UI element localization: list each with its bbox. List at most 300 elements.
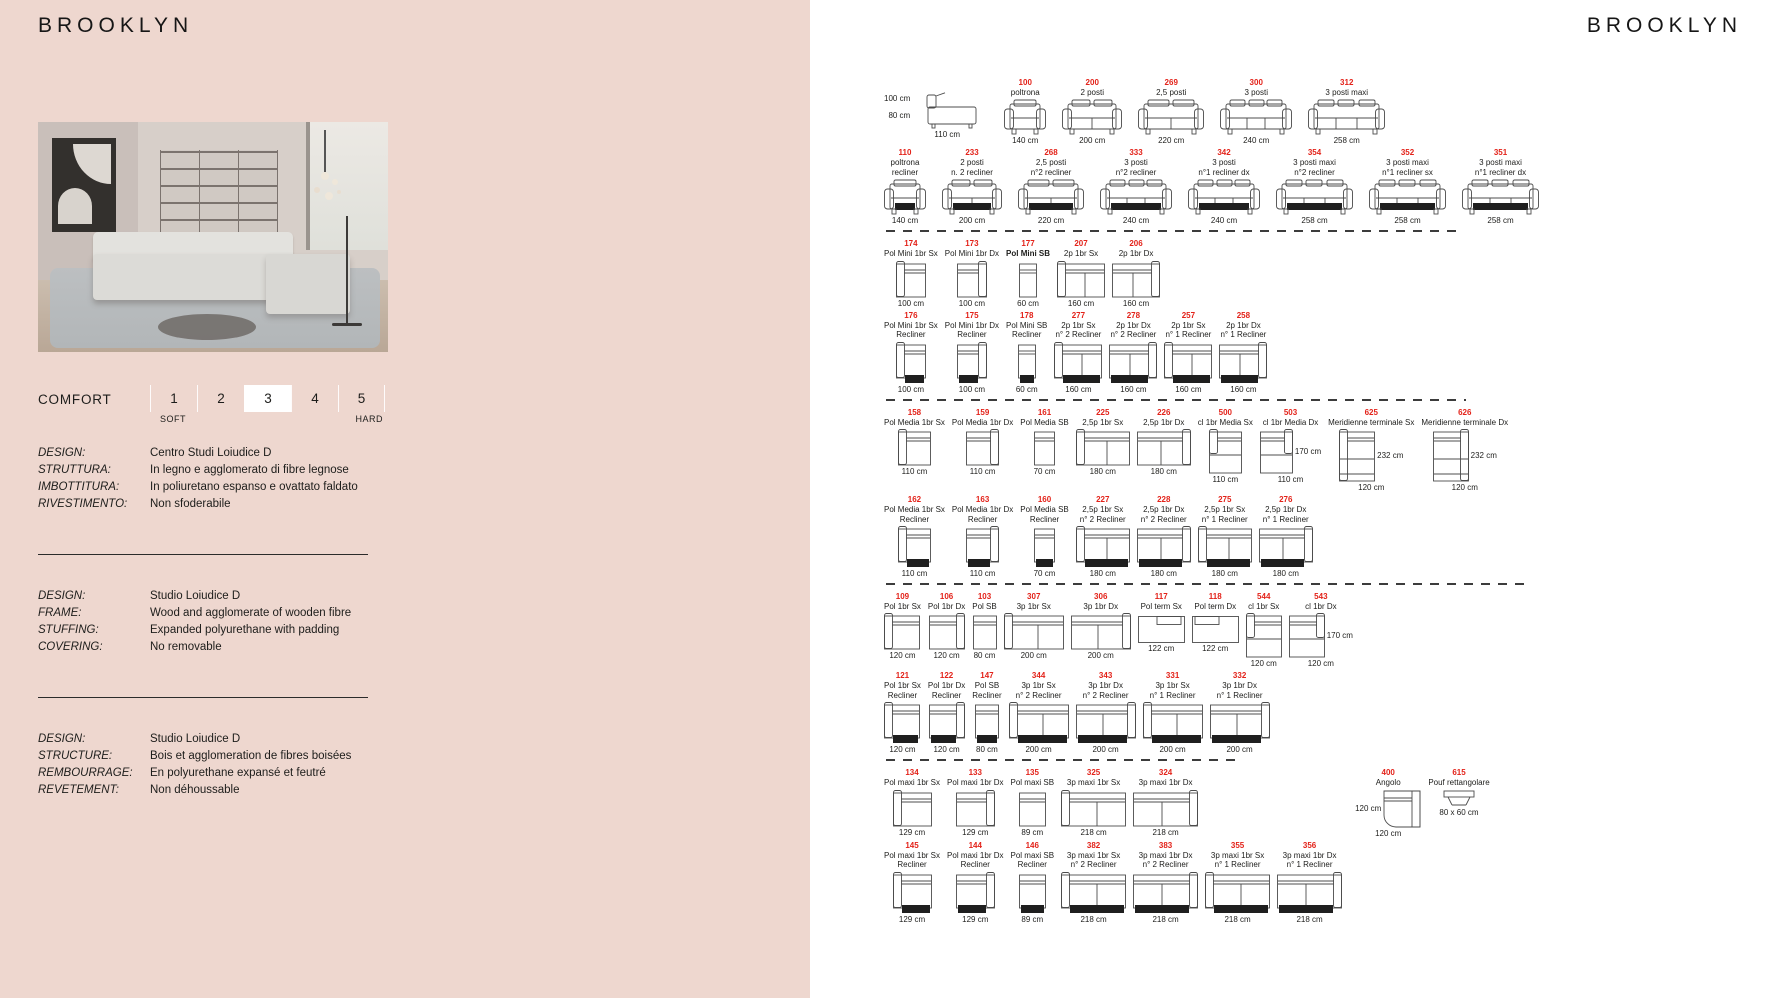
- module-name: cl 1br Media Sx: [1197, 417, 1253, 427]
- module-diagram: [1260, 429, 1321, 474]
- sofa-top-icon: [1019, 872, 1046, 914]
- module-name: n°1 recliner dx: [1198, 167, 1250, 177]
- module-code: 145: [905, 840, 919, 850]
- module-depth-label: 170 cm: [1326, 631, 1353, 641]
- module-diagram: [957, 261, 987, 298]
- spec-label: DESIGN:: [38, 733, 86, 745]
- spec-group: [38, 588, 398, 656]
- module-width-label: 200 cm: [1020, 651, 1047, 661]
- module-card: [1076, 671, 1136, 754]
- module-width-label: 180 cm: [1150, 467, 1177, 477]
- module-card: [1219, 311, 1267, 394]
- module-width-label: 129 cm: [898, 827, 926, 837]
- spec-label: FRAME:: [38, 607, 82, 619]
- sofa-front-icon: [1188, 179, 1260, 215]
- module-row: [884, 311, 1774, 394]
- sofa-front-icon: [884, 179, 926, 215]
- module-name: 3p 1br Sx: [1021, 681, 1056, 691]
- module-name: Pol Mini SB: [1006, 320, 1048, 330]
- module-width-label: 218 cm: [1152, 914, 1179, 924]
- module-width-label: 180 cm: [1272, 568, 1299, 578]
- module-card: [1143, 671, 1203, 754]
- module-code: 626: [1458, 407, 1472, 417]
- module-card: [1328, 408, 1414, 492]
- module-row: [884, 495, 1774, 578]
- module-diagram: [929, 702, 965, 744]
- module-name: Pol maxi SB: [1010, 778, 1055, 788]
- spec-label: STUFFING:: [38, 624, 99, 636]
- sofa-top-icon: [1133, 790, 1198, 827]
- module-width-label: 258 cm: [1301, 216, 1328, 226]
- sofa-top-icon: [1277, 872, 1342, 914]
- module-depth-label: 232 cm: [1470, 451, 1497, 461]
- sofa-top-icon: [1054, 342, 1102, 384]
- sofa-top-icon: [973, 613, 997, 650]
- module-code: 325: [1086, 768, 1101, 778]
- sofa-top-icon: [898, 429, 931, 466]
- module-name: n. 2 recliner: [951, 167, 993, 177]
- module-card: [1210, 671, 1270, 754]
- module-width-label: 218 cm: [1224, 914, 1251, 924]
- spec-value: In poliuretano espanso e ovattato faldato: [150, 481, 358, 493]
- module-name: Pol 1br Dx: [927, 601, 966, 611]
- module-diagram: [1143, 702, 1203, 744]
- module-code: 178: [1020, 310, 1034, 320]
- module-diagram: [1018, 179, 1084, 215]
- module-width-label: 218 cm: [1080, 827, 1107, 837]
- module-code: 275: [1218, 495, 1232, 505]
- sofa-front-icon: [1220, 99, 1292, 135]
- module-width-label: 120 cm: [933, 745, 960, 755]
- module-diagram: [975, 702, 999, 744]
- sofa-top-icon: [1018, 342, 1036, 384]
- sofa-top-icon: [898, 526, 931, 568]
- module-name: n° 2 Recliner: [1055, 330, 1102, 340]
- module-card: [1428, 768, 1489, 816]
- spec-row: [38, 765, 398, 782]
- module-name: 3p 1br Sx: [1016, 601, 1051, 611]
- module-width-label: 120 cm: [1307, 659, 1334, 669]
- module-name: n° 1 Recliner: [1262, 514, 1309, 524]
- module-code: 146: [1025, 840, 1039, 850]
- key-height-label: 100 cm: [884, 94, 911, 103]
- spec-row: [38, 605, 398, 622]
- sofa-top-icon: [929, 702, 965, 744]
- spec-value: Wood and agglomerate of wooden fibre: [150, 607, 352, 619]
- module-code: 177: [1021, 239, 1035, 249]
- module-card: [1061, 768, 1126, 836]
- comfort-levels: [150, 385, 385, 412]
- sofa-top-icon: [1076, 702, 1136, 744]
- sofa-top-icon: [1004, 613, 1064, 650]
- module-name: 3 posti: [1124, 158, 1148, 168]
- module-code: 352: [1400, 148, 1415, 158]
- sofa-top-icon: [1137, 526, 1191, 568]
- module-card: [1020, 495, 1068, 578]
- module-diagram: [1019, 872, 1046, 914]
- module-name: 2,5p 1br Dx: [1143, 505, 1185, 515]
- module-width-label: 140 cm: [1012, 136, 1039, 146]
- module-diagram: [1061, 872, 1126, 914]
- comfort-scale: [38, 391, 418, 431]
- module-diagram: [1259, 526, 1313, 568]
- module-diagram: [1019, 790, 1046, 827]
- module-code: 118: [1208, 591, 1222, 601]
- module-card: [1188, 148, 1260, 225]
- module-depth-label: 170 cm: [1294, 447, 1322, 457]
- module-diagram: [956, 872, 995, 914]
- module-diagram: [1133, 790, 1198, 827]
- spec-row: [38, 588, 398, 605]
- module-card: [884, 311, 938, 394]
- sofa-top-icon: [1433, 429, 1469, 482]
- module-width-label: 218 cm: [1296, 914, 1323, 924]
- module-name: n° 1 Recliner: [1214, 860, 1261, 870]
- sofa-top-icon: [1339, 429, 1375, 482]
- module-width-label: 120 cm: [1375, 828, 1402, 838]
- module-name: Recliner: [931, 690, 962, 700]
- module-card: [1076, 408, 1130, 476]
- module-code: 307: [1027, 591, 1041, 601]
- module-diagram: [1355, 790, 1421, 828]
- photo-floor-lamp: [346, 216, 348, 324]
- spec-label: DESIGN:: [38, 447, 86, 459]
- module-diagram: [1137, 526, 1191, 568]
- module-code: 228: [1157, 495, 1171, 505]
- module-code: 163: [975, 495, 990, 505]
- module-name: 2 posti: [960, 158, 984, 168]
- module-code: 355: [1230, 840, 1245, 850]
- comfort-endpoints: [150, 414, 385, 424]
- module-section: [884, 408, 1774, 578]
- module-diagram: [1004, 99, 1046, 135]
- module-diagram: [1277, 872, 1342, 914]
- sofa-top-icon: [1246, 613, 1282, 658]
- module-code: 268: [1044, 148, 1058, 158]
- module-name: 3p 1br Dx: [1083, 601, 1119, 611]
- sofa-top-icon: [893, 872, 932, 914]
- sofa-top-icon: [956, 790, 995, 827]
- module-name: Pol 1br Dx: [927, 681, 966, 691]
- module-card: [1198, 408, 1253, 484]
- module-card: [947, 841, 1003, 924]
- module-width-label: 200 cm: [1079, 136, 1106, 146]
- module-card: [1009, 671, 1069, 754]
- sofa-top-icon: [884, 613, 920, 650]
- module-diagram: [1062, 99, 1122, 135]
- sofa-top-icon: [1076, 429, 1130, 466]
- module-code: 276: [1279, 495, 1293, 505]
- module-name: 2,5 posti: [1156, 88, 1187, 97]
- module-diagram: [1133, 872, 1198, 914]
- module-card: [1057, 239, 1105, 307]
- photo-sofa: [93, 254, 293, 300]
- spec-group: [38, 731, 398, 799]
- module-card: [1308, 78, 1385, 145]
- module-width-label: 100 cm: [897, 384, 925, 394]
- module-diagram: [1054, 342, 1102, 384]
- comfort-level-1: 1: [150, 385, 197, 412]
- sofa-top-icon: [957, 342, 987, 384]
- module-diagram: [1205, 872, 1270, 914]
- module-card: [1259, 495, 1313, 578]
- module-code: 161: [1037, 407, 1052, 417]
- sofa-top-icon: [929, 613, 965, 650]
- module-width-label: 200 cm: [1092, 745, 1119, 755]
- module-card: [1004, 592, 1064, 660]
- module-name: 2,5 posti: [1035, 158, 1067, 168]
- module-name: n° 2 Recliner: [1110, 330, 1157, 340]
- module-diagram: [1138, 613, 1185, 643]
- module-diagram: [1433, 429, 1497, 482]
- spec-divider: [38, 554, 368, 555]
- sofa-top-icon: [1289, 613, 1325, 658]
- module-card: [884, 841, 940, 924]
- module-width-label: 160 cm: [1230, 384, 1257, 394]
- module-card: [1061, 841, 1126, 924]
- module-width-label: 80 x 60 cm: [1439, 807, 1479, 817]
- module-diagram: [1209, 429, 1242, 474]
- module-diagram: [898, 429, 931, 466]
- module-width-label: 240 cm: [1243, 136, 1270, 146]
- module-section: [884, 592, 1774, 754]
- module-width-label: 60 cm: [1015, 384, 1038, 394]
- module-card: [1100, 148, 1172, 225]
- module-row: [884, 592, 1774, 668]
- module-name: n° 1 Recliner: [1165, 330, 1212, 340]
- module-name: 3p maxi 1br Sx: [1066, 778, 1121, 788]
- module-card: [1355, 768, 1421, 837]
- module-diagram: [1112, 261, 1160, 298]
- spec-row: [38, 445, 398, 462]
- module-name: Pol maxi 1br Dx: [947, 850, 1004, 860]
- sofa-top-icon: [966, 429, 999, 466]
- sofa-front-icon: [1062, 99, 1122, 135]
- module-code: 344: [1031, 671, 1046, 681]
- module-card: [952, 408, 1013, 476]
- sofa-top-icon: [1057, 261, 1105, 298]
- module-width-label: 129 cm: [898, 914, 926, 924]
- module-code: 233: [965, 148, 979, 158]
- module-code: 134: [905, 768, 919, 778]
- sofa-top-icon: [1164, 342, 1212, 384]
- module-width-label: 110 cm: [901, 467, 928, 477]
- module-diagram: [893, 872, 932, 914]
- module-name: Pol 1br Sx: [884, 681, 921, 691]
- spec-row: [38, 479, 398, 496]
- module-width-label: 89 cm: [1021, 827, 1044, 837]
- module-diagram: [896, 342, 926, 384]
- module-card: [1071, 592, 1131, 660]
- module-diagram: [1369, 179, 1446, 215]
- sofa-top-icon: [1205, 872, 1270, 914]
- module-card: [1277, 841, 1342, 924]
- module-code: 162: [907, 495, 922, 505]
- module-diagram: [1210, 702, 1270, 744]
- module-name: n° 2 Recliner: [1070, 860, 1117, 870]
- module-card: [972, 592, 996, 660]
- module-code: 300: [1249, 78, 1263, 87]
- module-name: Pol term Dx: [1194, 601, 1237, 611]
- module-name: Recliner: [887, 690, 918, 700]
- module-name: Pol term Sx: [1140, 601, 1182, 611]
- module-section: [884, 768, 1774, 923]
- module-name: cl 1br Media Dx: [1262, 417, 1319, 427]
- module-name: 3p maxi 1br Dx: [1282, 850, 1337, 860]
- spec-label: RIVESTIMENTO:: [38, 498, 128, 510]
- sofa-top-icon: [1034, 429, 1055, 466]
- spec-value: No removable: [150, 641, 222, 653]
- sofa-top-icon: [1259, 526, 1313, 568]
- module-name: Pol Mini 1br Dx: [944, 249, 1000, 259]
- module-width-label: 129 cm: [962, 827, 989, 837]
- module-card: [1011, 841, 1055, 924]
- sofa-top-icon: [1109, 342, 1157, 384]
- module-row: [884, 768, 1774, 837]
- module-diagram: [1192, 613, 1239, 643]
- module-section: [884, 78, 1774, 225]
- module-name: 2p 1br Sx: [1063, 249, 1099, 259]
- module-diagram: [884, 613, 920, 650]
- sofa-top-icon: [1076, 526, 1130, 568]
- module-diagram: [942, 179, 1002, 215]
- module-code: 400: [1381, 768, 1395, 778]
- module-name: 3 posti: [1244, 88, 1269, 97]
- sofa-top-icon: [893, 790, 932, 827]
- spec-row: [38, 496, 398, 513]
- section-separator: [886, 230, 1461, 232]
- module-diagram: [1276, 179, 1353, 215]
- module-name: Meridienne terminale Sx: [1328, 417, 1415, 427]
- module-name: 2,5p 1br Sx: [1082, 417, 1124, 427]
- module-name: 3p maxi 1br Dx: [1138, 778, 1193, 788]
- module-name: 3p maxi 1br Dx: [1138, 850, 1193, 860]
- module-name: Pol Mini 1br Sx: [884, 320, 938, 330]
- module-card: [884, 768, 940, 836]
- sofa-top-icon: [966, 526, 999, 568]
- module-name: poltrona: [890, 158, 920, 168]
- module-card: [1076, 495, 1130, 578]
- module-diagram: [966, 526, 999, 568]
- module-name: Pol Mini 1br Dx: [944, 320, 1000, 330]
- module-name: Recliner: [1029, 514, 1060, 524]
- module-code: 258: [1236, 310, 1251, 320]
- module-name: 3p 1br Sx: [1155, 681, 1190, 691]
- module-width-label: 240 cm: [1122, 216, 1150, 226]
- module-card: [945, 311, 999, 394]
- module-card: [942, 148, 1002, 225]
- sofa-top-icon: [956, 872, 995, 914]
- module-width-label: 258 cm: [1487, 216, 1514, 226]
- module-width-label: 160 cm: [1122, 298, 1150, 308]
- module-diagram: [884, 179, 926, 215]
- module-diagram: [893, 790, 932, 827]
- module-diagram: [1004, 613, 1064, 650]
- module-name: n° 2 Recliner: [1079, 514, 1126, 524]
- module-name: Recliner: [957, 330, 987, 340]
- module-width-label: 100 cm: [897, 298, 925, 308]
- module-width-label: 120 cm: [1451, 483, 1478, 493]
- module-diagram: [1034, 526, 1055, 568]
- module-name: n° 2 Recliner: [1142, 860, 1189, 870]
- sofa-top-icon: [1061, 790, 1126, 827]
- module-card: [1260, 408, 1321, 484]
- spec-label: REVETEMENT:: [38, 784, 119, 796]
- module-row: [884, 671, 1774, 754]
- module-card: [1369, 148, 1446, 225]
- module-card: [1138, 592, 1185, 653]
- module-code: 343: [1098, 671, 1113, 681]
- module-code: 110: [898, 148, 912, 158]
- section-separator: [886, 583, 1526, 585]
- photo-wall-art: [52, 138, 116, 232]
- module-card: [1138, 78, 1204, 145]
- module-code: 109: [895, 591, 910, 601]
- module-card: [928, 671, 965, 754]
- module-width-label: 160 cm: [1067, 298, 1095, 308]
- module-name: 3p 1br Dx: [1222, 681, 1257, 691]
- sofa-front-icon: [1018, 179, 1084, 215]
- sofa-top-icon: [1198, 526, 1252, 568]
- sofa-front-icon: [1308, 99, 1385, 135]
- module-card: [1198, 495, 1252, 578]
- module-sections: [884, 78, 1774, 927]
- module-code: 207: [1074, 239, 1088, 249]
- sofa-front-icon: [1462, 179, 1539, 215]
- module-width-label: 160 cm: [1065, 384, 1092, 394]
- module-code: 331: [1165, 671, 1180, 681]
- sofa-top-icon: [1209, 429, 1242, 474]
- module-width-label: 89 cm: [1021, 914, 1044, 924]
- module-name: n°1 recliner sx: [1382, 167, 1433, 177]
- module-diagram: [1137, 429, 1191, 466]
- spec-label: STRUCTURE:: [38, 750, 113, 762]
- sofa-top-icon: [1219, 342, 1267, 384]
- module-name: Pol 1br Sx: [884, 601, 921, 611]
- module-card: [1421, 408, 1508, 492]
- sofa-front-icon: [1276, 179, 1353, 215]
- spec-row: [38, 748, 398, 765]
- module-code: 158: [907, 407, 922, 417]
- comfort-label: COMFORT: [38, 392, 112, 407]
- module-name: 2,5p 1br Dx: [1143, 417, 1185, 427]
- spec-value: Bois et agglomeration de fibres boisées: [150, 750, 352, 762]
- photo-coffee-table: [158, 314, 256, 340]
- module-code: 122: [939, 671, 954, 681]
- comfort-hard-label: HARD: [355, 414, 383, 424]
- spec-value: Studio Loiudice D: [150, 733, 241, 745]
- module-diagram: [1443, 790, 1475, 807]
- module-name: n°2 recliner: [1294, 167, 1335, 177]
- module-name: Recliner: [967, 514, 998, 524]
- module-name: Pol maxi 1br Dx: [947, 778, 1004, 788]
- sofa-front-icon: [1100, 179, 1172, 215]
- page-title: BROOKLYN: [38, 14, 194, 37]
- module-card: [972, 671, 1001, 754]
- spec-label: COVERING:: [38, 641, 103, 653]
- module-name: Pouf rettangolare: [1428, 778, 1490, 788]
- module-width-label: 110 cm: [969, 467, 996, 477]
- terminal-module-icon: [1138, 613, 1185, 643]
- module-card: [1020, 408, 1068, 476]
- module-width-label: 200 cm: [1025, 745, 1052, 755]
- photo-sofa-chaise: [266, 254, 350, 314]
- sofa-top-icon: [1034, 526, 1055, 568]
- module-width-label: 258 cm: [1333, 136, 1360, 146]
- module-name: 3p 1br Dx: [1088, 681, 1123, 691]
- module-card: [945, 239, 999, 307]
- module-name: 2p 1br Dx: [1226, 320, 1261, 330]
